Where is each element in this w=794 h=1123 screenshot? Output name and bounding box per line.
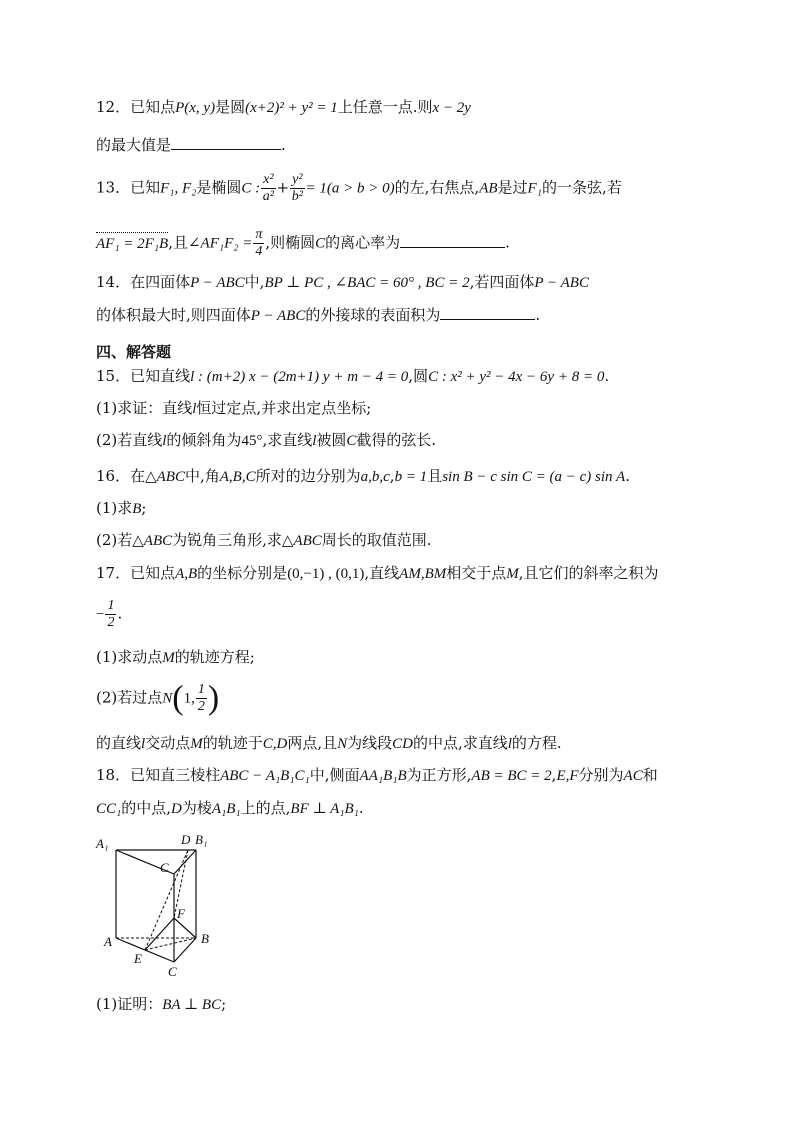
q13-frac-pi4: $\frac{\pi}{4}$ [255,227,263,259]
q14-text: ,若四面体 [469,273,535,291]
q15-text: 15．已知直线 [96,367,191,385]
segment-fb [174,918,196,938]
q18-part1: (1)证明：BA ⊥ BC; [96,995,227,1013]
q12-text: 12．已知点 [96,98,176,116]
answer-blank[interactable] [440,303,535,320]
q17-line2: − $\frac{1}{2}$ . [96,598,123,630]
label-c1: C [160,860,169,875]
q13-text: 13．已知 [96,178,161,197]
q15-part2: (2)若直线l的倾斜角为45°,求直线l被圆C截得的弦长. [96,431,437,449]
q14-line2 [96,303,540,326]
q13-line1: 13．已知F₁, F₂是椭圆C : $\frac{\text{x²}}{\text{a²}}$ + $\frac{\text{y²}}{\text{b²}}$ = 1(a > b > 0)的左,右焦点,AB是过F₁的一条弦,若 [96,172,622,204]
q12-end: . [281,136,286,154]
q12-text: 的最大值是 [96,136,172,154]
q12-point: P(x, y) [175,100,216,116]
q13-text: ,且 [168,233,188,252]
q13-c: C [315,235,326,252]
label-e: E [134,951,142,966]
label-d: D [181,832,191,847]
q14-line1 [96,272,589,293]
q13-text: 是过 [497,178,528,197]
q17-n-frac: $\frac{1}{2}$ [197,682,205,714]
q13-frac-x: $\frac{\text{x²}}{\text{a²}}$ [262,172,274,204]
q13-angle: ∠AF₁F₂ = [187,235,253,252]
edge-bc [174,938,196,962]
q12-expr: x − 2y [432,100,471,116]
q14-text: 中, [244,273,265,291]
label-a1: A₁ [96,836,109,851]
q15-part1: (1)求证：直线l恒过定点,并求出定点坐标; [96,399,372,417]
q12-text: 是圆 [215,98,246,116]
q12-circle-eq: (x+2)² + y² = 1 [245,100,338,116]
section-heading: 四、解答题 [96,343,172,361]
q17-frac: $\frac{1}{2}$ [107,598,115,630]
q13-ellipse-name: C : [241,180,261,197]
label-f: F [177,906,185,921]
q13-ab: AB [479,180,498,197]
q13-vector-eq: AF₁ = 2F₁B [96,235,169,252]
answer-blank[interactable] [171,133,281,150]
label-b: B [201,931,209,946]
q14-cond: BP ⊥ PC , ∠BAC = 60° , BC = 2 [264,275,470,291]
q13-ellipse-cond: = 1(a > b > 0) [305,180,395,197]
q16-part2: (2)若△ABC为锐角三角形,求△ABC周长的取值范围. [96,531,432,549]
q12-line2 [96,133,286,155]
q13-text: 是椭圆 [196,178,242,197]
q13-text: 的一条弦,若 [541,178,622,197]
q16-part1: (1)求B; [96,499,147,517]
q13-text: 的左,右焦点, [394,178,480,197]
q18-line1: 18．已知直三棱柱ABC − A₁B₁C₁中,侧面AA₁B₁B为正方形,AB = BC = 2,E,F分别为AC和 [96,766,658,784]
q13-foci: F₁, F₂ [160,180,197,197]
q17-line1: 17．已知点A,B的坐标分别是(0,−1) , (0,1),直线AM,BM相交于点M,且它们的斜率之积为 [96,564,659,582]
q13-f1: F₁ [527,180,542,197]
q13-text: ,则椭圆 [265,233,316,252]
q14-text: 的外接球的表面积为 [305,306,441,324]
q14-tetra: P − ABC [534,275,589,291]
segment-ef [145,918,174,950]
q14-text: 的体积最大时,则四面体 [96,306,251,324]
q13-frac-y: $\frac{\text{y²}}{\text{b²}}$ [291,172,303,204]
label-c: C [168,964,177,979]
q16-line1: 16．在△ABC中,角A,B,C所对的边分别为a,b,c,b = 1且sin B − c sin C = (a − c) sin A. [96,467,630,485]
q14-end: . [535,306,541,324]
q14-tetra: P − ABC [190,275,245,291]
q12-line1 [96,97,471,118]
q15-circle-eq: C : x² + y² − 4x − 6y + 8 = 0 [428,369,605,385]
q15-text: ,圆 [408,367,429,385]
answer-blank[interactable] [400,231,505,248]
q13-line2 [96,227,510,260]
label-b1: B₁ [195,832,208,847]
edge-b1c1 [174,850,196,874]
segment-eb [145,938,196,950]
q17-part2: (2)若过点N(1, $\frac{1}{2}$ ) [96,679,220,717]
prism-figure [92,828,232,983]
q14-tetra: P − ABC [250,308,306,324]
q15-line-eq: l : (m+2) x − (2m+1) y + m − 4 = 0 [190,369,409,385]
q15-line1 [96,366,609,387]
q13-end: . [505,233,510,252]
q18-line2: CC₁的中点,D为棱A₁B₁上的点,BF ⊥ A₁B₁. [96,799,364,817]
q15-end: . [604,367,610,385]
q14-text: 14．在四面体 [96,273,191,291]
q12-text: 上任意一点.则 [337,98,433,116]
label-a: A [104,934,112,949]
q13-text: 的离心率为 [325,233,401,252]
q17-part1: (1)求动点M的轨迹方程; [96,648,255,666]
q17-line-after: 的直线l交动点M的轨迹于C,D两点,且N为线段CD的中点,求直线l的方程. [96,734,562,752]
